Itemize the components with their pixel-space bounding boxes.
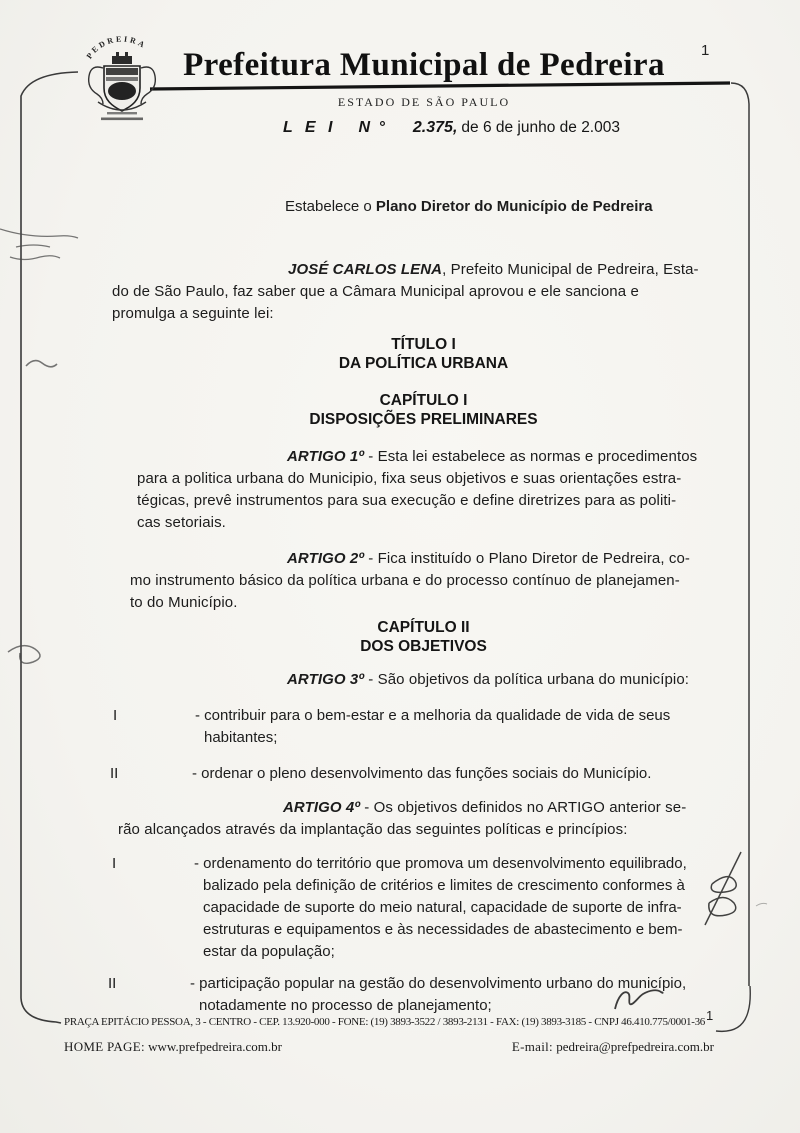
article-label: ARTIGO 2º <box>287 550 364 567</box>
law-label: L E I <box>283 119 337 136</box>
preamble-line: promulga a seguinte lei: <box>112 305 274 322</box>
article-3-paragraph <box>130 669 730 691</box>
item-line: capacidade de suporte do meio natural, capacidade de suporte de infra- <box>203 899 682 916</box>
item-numeral: I <box>113 707 118 724</box>
article-first-text: - Esta lei estabelece as normas e procedimentos <box>363 448 698 465</box>
article-4-item-2 <box>108 973 686 1017</box>
item-numeral: II <box>108 975 117 992</box>
article-label: ARTIGO 4º <box>283 799 360 816</box>
article-2-paragraph <box>130 548 730 614</box>
preamble-line: do de São Paulo, faz saber que a Câmara Municipal aprovou e ele sanciona e <box>112 283 639 300</box>
law-number: 2.375, <box>412 119 458 136</box>
logo-arc-text: PEDREIRA <box>84 36 149 61</box>
article-line: para a politica urbana do Municipio, fixa seus objetivos e suas orientações estra- <box>137 470 682 487</box>
footer-contact-row <box>64 1039 714 1055</box>
item-line: - participação popular na gestão do desenvolvimento urbano do município, <box>190 975 687 992</box>
article-first-text: - Os objetivos definidos no ARTIGO anterior se- <box>359 799 687 816</box>
item-line: notadamente no processo de planejamento; <box>199 997 492 1014</box>
item-line: habitantes; <box>204 729 278 746</box>
preamble-paragraph <box>112 259 732 325</box>
law-number-line <box>283 119 620 137</box>
summary-lead: Estabelece o <box>285 198 376 215</box>
item-line: balizado pela definição de critérios e limites de crescimento conformes à <box>203 877 685 894</box>
scan-smudge-marks <box>0 229 78 663</box>
item-line: - contribuir para o bem-estar e a melhoria da qualidade de vida de seus <box>195 707 671 724</box>
item-numeral: I <box>112 855 117 872</box>
email-text <box>512 1039 714 1055</box>
article-line: mo instrumento básico da política urbana e do processo contínuo de planejamen- <box>130 572 680 589</box>
summary-emphasis: Plano Diretor do Município de Pedreira <box>375 198 653 215</box>
article-3-item-1 <box>113 705 670 749</box>
preamble-after-name: , Prefeito Municipal de Pedreira, Esta- <box>442 261 699 278</box>
article-label: ARTIGO 1º <box>287 448 364 465</box>
document-subtitle: ESTADO DE SÃO PAULO <box>337 95 511 109</box>
mayor-name: JOSÉ CARLOS LENA <box>288 261 443 278</box>
item-line: estar da população; <box>203 943 335 960</box>
email-value: pedreira@prefpedreira.com.br <box>556 1039 714 1054</box>
homepage-text <box>64 1039 282 1055</box>
law-summary <box>285 198 653 215</box>
heading-capitulo-2 <box>137 618 710 656</box>
email-label: E-mail: <box>511 1039 553 1054</box>
heading-line: TÍTULO I <box>391 336 456 353</box>
article-4-item-1 <box>112 853 687 963</box>
item-numeral: II <box>110 765 119 782</box>
item-line: - ordenamento do território que promova um desenvolvimento equilibrado, <box>194 855 687 872</box>
heading-line: CAPÍTULO II <box>377 619 470 636</box>
page-number-bottom: 1 <box>706 1008 714 1023</box>
article-3-item-2 <box>110 763 651 785</box>
heading-line: DOS OBJETIVOS <box>360 638 487 655</box>
article-first-text: - São objetivos da política urbana do município: <box>363 671 690 688</box>
heading-titulo-1 <box>137 335 710 373</box>
homepage-url: www.prefpedreira.com.br <box>148 1039 282 1054</box>
item-line: - ordenar o pleno desenvolvimento das funções sociais do Município. <box>192 765 652 782</box>
article-line: to do Município. <box>130 594 238 611</box>
heading-line: DA POLÍTICA URBANA <box>338 355 509 372</box>
homepage-label: HOME PAGE: <box>64 1039 145 1054</box>
document-title: Prefeitura Municipal de Pedreira <box>183 47 665 83</box>
article-1-paragraph <box>137 446 737 534</box>
article-4-paragraph <box>118 797 728 841</box>
footer-address-line: PRAÇA EPITÁCIO PESSOA, 3 - CENTRO - CEP. 13.920-000 - FONE: (19) 3893-3522 / 3893-2131 - FAX: (19) 3893-3185 - CNPJ 46.410.775/0001-36 <box>64 1016 705 1028</box>
heading-line: DISPOSIÇÕES PRELIMINARES <box>309 411 538 428</box>
page-number-top: 1 <box>701 42 710 59</box>
article-line: rão alcançados através da implantação das seguintes políticas e princípios: <box>118 821 628 838</box>
article-label: ARTIGO 3º <box>287 671 364 688</box>
article-first-text: - Fica instituído o Plano Diretor de Pedreira, co- <box>363 550 691 567</box>
law-number-symbol: N ° <box>358 119 387 136</box>
article-line: cas setoriais. <box>137 514 226 531</box>
heading-capitulo-1 <box>137 391 710 429</box>
heading-line: CAPÍTULO I <box>379 392 468 409</box>
law-date: de 6 de junho de 2.003 <box>461 119 620 136</box>
pen-flourish-mark <box>705 852 767 925</box>
article-line: tégicas, prevê instrumentos para sua execução e define diretrizes para as politi- <box>137 492 677 509</box>
item-line: estruturas e equipamentos e às necessidades de abastecimento e bem- <box>203 921 683 938</box>
